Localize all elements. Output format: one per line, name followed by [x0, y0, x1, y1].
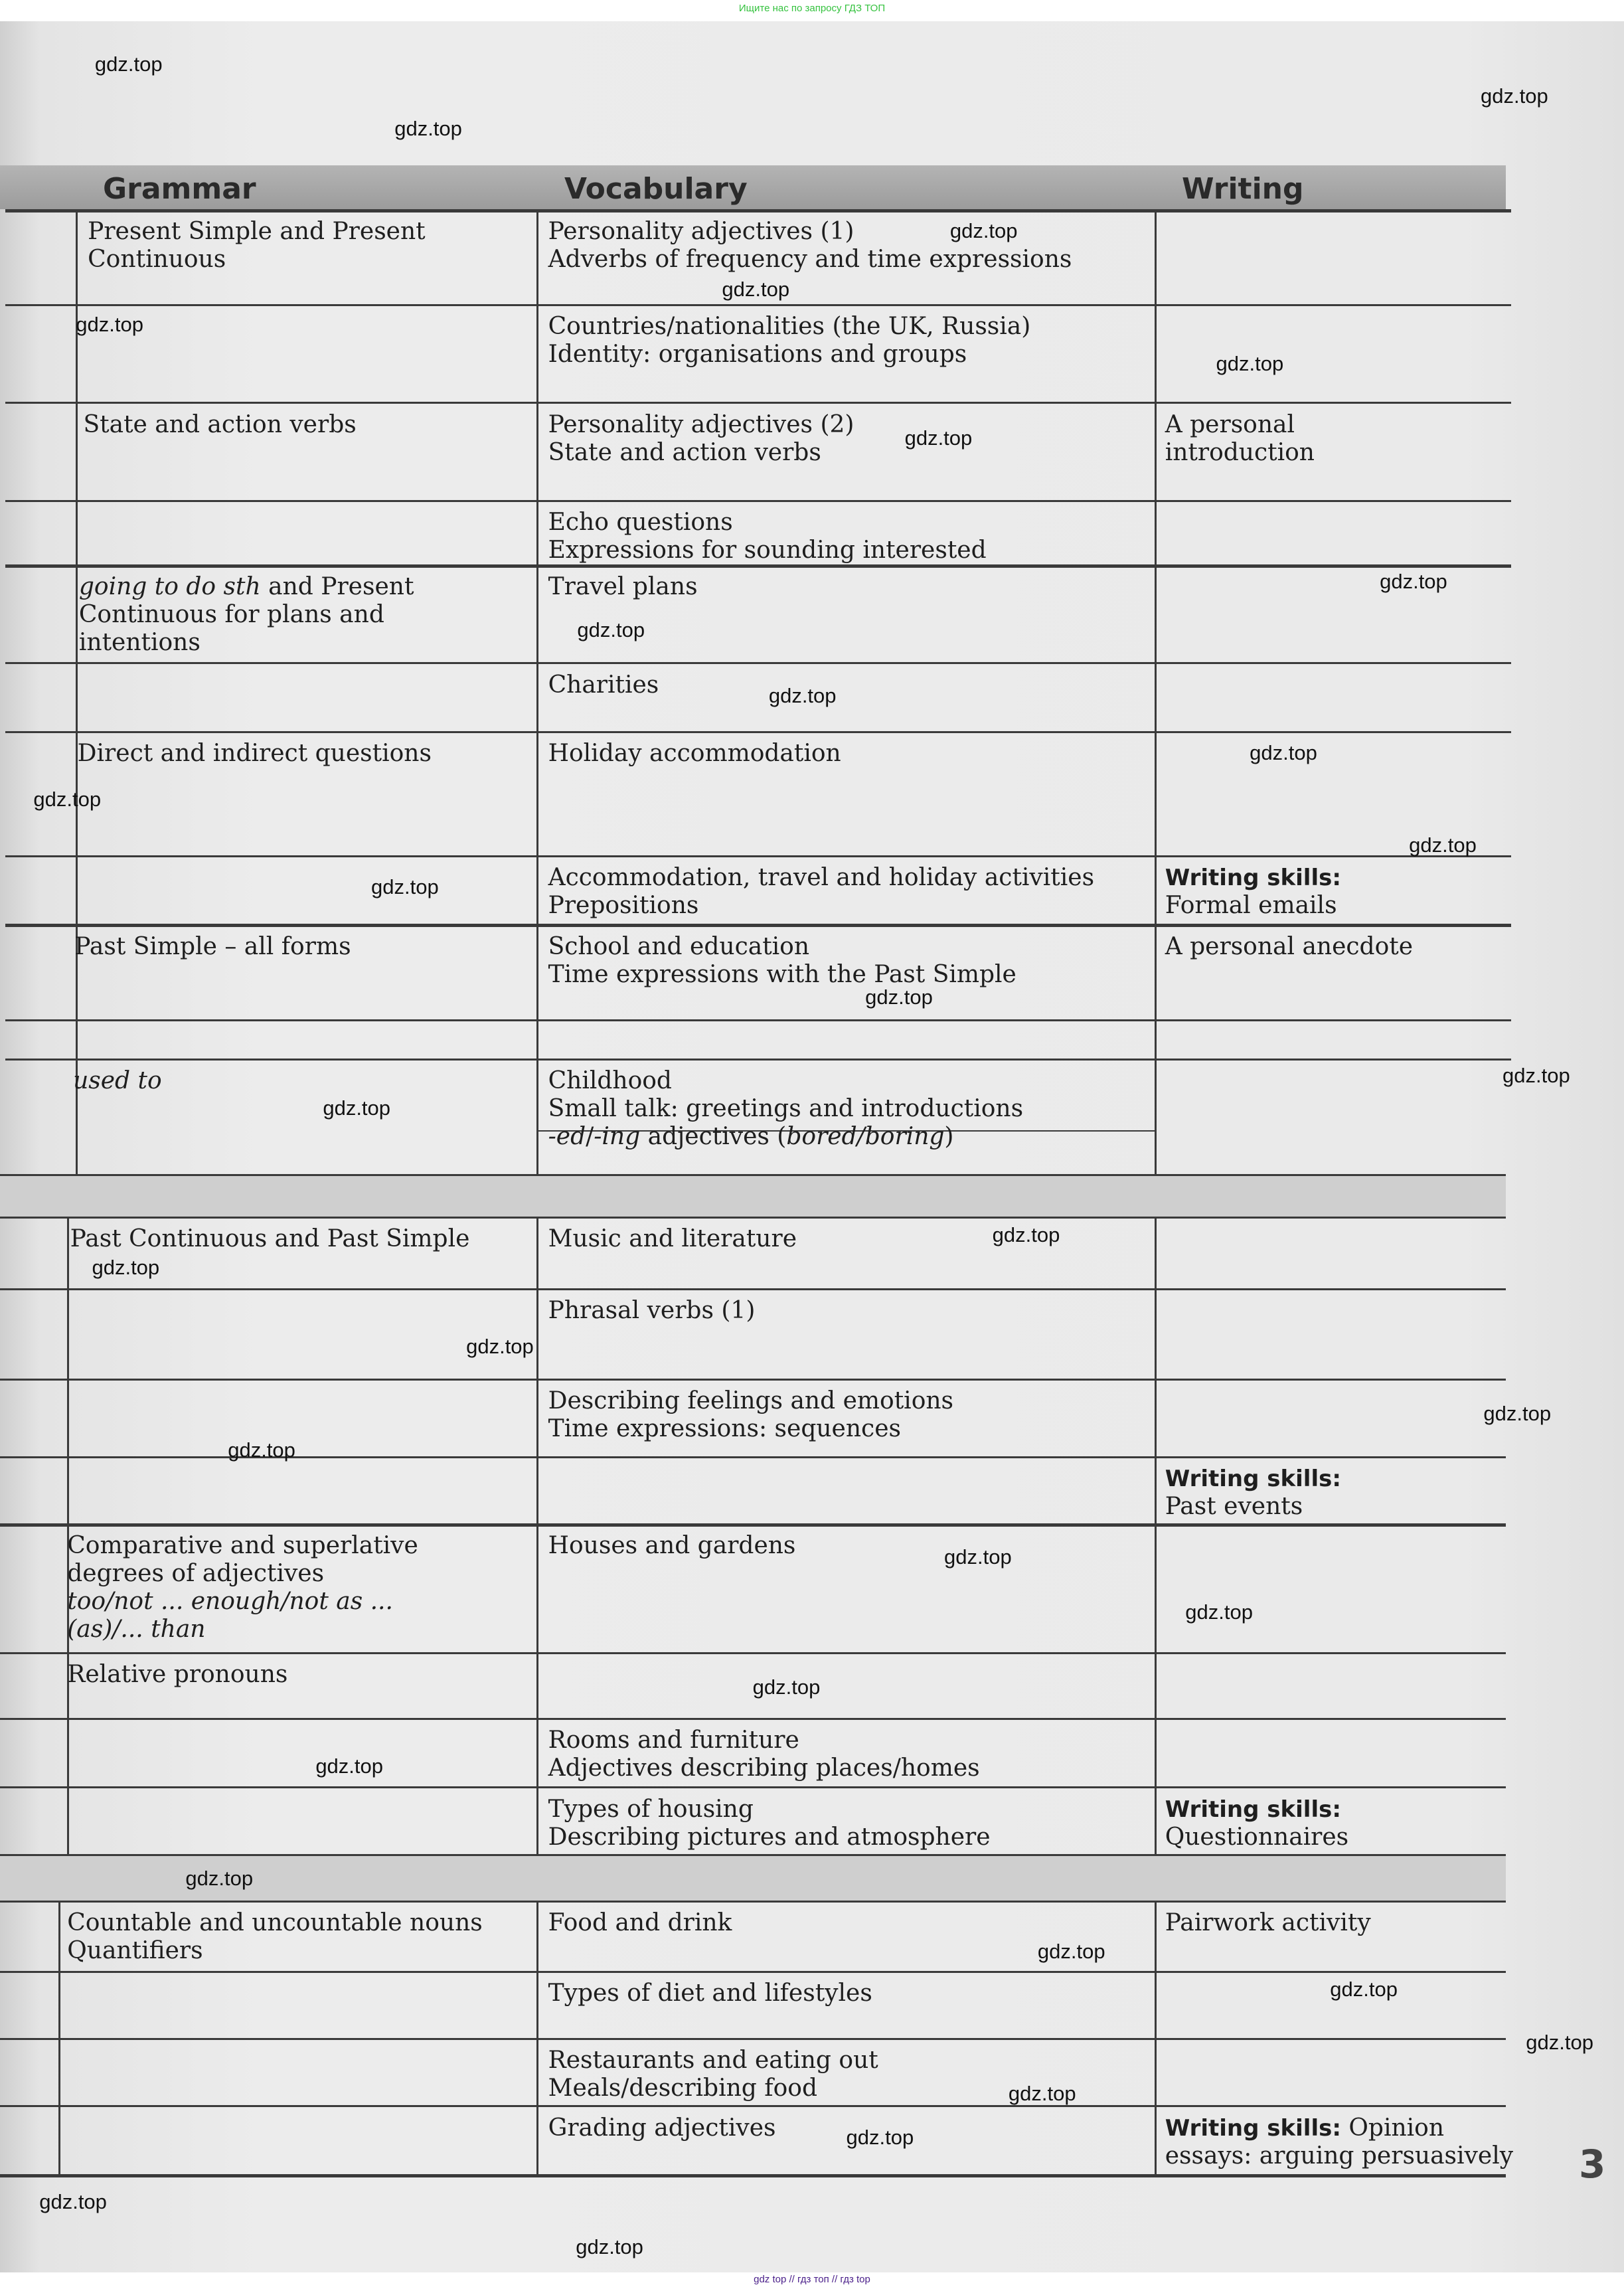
cell-text: Personality adjectives (1) Adverbs of frequency and time expressions	[548, 218, 1072, 274]
search-hint-banner: Ищите нас по запросу ГДЗ ТОП	[738, 3, 886, 14]
row-divider	[5, 304, 1511, 306]
writing-skills-label: Writing skills:	[1165, 865, 1341, 892]
cell-text: and Present Continuous for plans and intentions	[78, 573, 414, 657]
page-number: 3	[1579, 2142, 1606, 2187]
cell-text: State and action verbs	[83, 410, 357, 438]
column-divider	[536, 1901, 538, 2174]
table-cell-vocabulary	[548, 1225, 797, 1253]
watermark-text: gdz.top	[315, 1754, 384, 1778]
watermark-text: gdz.top	[576, 2235, 643, 2258]
cell-text: Houses and gardens	[548, 1532, 796, 1560]
watermark-text: gdz.top	[185, 1867, 254, 1891]
watermark-text: gdz.top	[1409, 833, 1477, 857]
table-cell-vocabulary	[548, 1387, 953, 1443]
cell-text: too/not ... enough/not as ... (as)/... than	[67, 1588, 393, 1644]
cell-text: Formal emails	[1165, 892, 1337, 920]
cell-text: Personality adjectives (2) State and action verbs	[548, 410, 854, 466]
column-divider	[58, 1901, 60, 2174]
column-divider	[76, 209, 78, 1174]
watermark-text: gdz.top	[768, 683, 837, 707]
column-divider	[1155, 209, 1157, 1174]
watermark-text: gdz.top	[752, 1675, 821, 1699]
row-divider	[5, 1059, 1511, 1061]
watermark-text: gdz.top	[1526, 2030, 1593, 2054]
table-cell-vocabulary	[548, 2047, 878, 2102]
watermark-text: gdz.top	[1380, 570, 1447, 594]
row-divider	[5, 209, 1511, 212]
watermark-text: gdz.top	[1502, 1064, 1570, 1088]
watermark-text: gdz.top	[1216, 352, 1284, 376]
cell-text: Describing feelings and emotions Time expressions: sequences	[548, 1387, 954, 1443]
table-cell-vocabulary	[548, 313, 1031, 369]
cell-text: Direct and indirect questions	[77, 740, 432, 768]
table-cell-vocabulary	[548, 1796, 991, 1851]
watermark-text: gdz.top	[33, 788, 102, 811]
writing-skills-label: Writing skills:	[1165, 2114, 1341, 2142]
watermark-text: gdz.top	[1185, 1600, 1253, 1624]
cell-text: Pairwork activity	[1165, 1909, 1371, 1937]
row-divider	[0, 1971, 1506, 1973]
row-divider	[5, 662, 1511, 664]
cell-text: School and education Time expressions with the Past Simple	[548, 932, 1016, 988]
watermark-text: gdz.top	[370, 875, 439, 899]
header-grammar: Grammar	[103, 172, 256, 206]
cell-text: going to do sth	[78, 573, 261, 601]
row-divider	[5, 564, 1511, 568]
row-divider	[5, 1019, 1511, 1021]
table-cell-grammar	[74, 933, 351, 961]
column-divider	[1155, 1217, 1157, 1854]
watermark-text: gdz.top	[904, 426, 973, 450]
row-divider	[0, 2038, 1506, 2040]
cell-text: Phrasal verbs (1)	[548, 1296, 756, 1324]
row-divider	[0, 2105, 1506, 2107]
cell-text: Food and drink	[548, 1909, 732, 1937]
cell-text: Rooms and furniture Adjectives describing places/homes	[548, 1727, 980, 1782]
cell-text: Childhood Small talk: greetings and introductions	[548, 1067, 1024, 1123]
row-divider	[5, 924, 1511, 927]
cell-text: A personal introduction	[1165, 410, 1315, 466]
cell-text: A personal anecdote	[1165, 932, 1414, 960]
row-divider	[0, 1379, 1506, 1381]
cell-text: -ing	[594, 1123, 641, 1151]
table-cell-vocabulary	[548, 740, 841, 768]
footer-links: gdz top // гдз топ // гдз top	[754, 2274, 870, 2285]
watermark-text: gdz.top	[577, 618, 645, 641]
cell-text: )	[944, 1123, 954, 1151]
table-cell-writing	[1165, 1796, 1348, 1851]
cell-text: Grading adjectives	[548, 2114, 776, 2142]
cell-text: Present Simple and Present Continuous	[88, 218, 426, 274]
table-cell-grammar	[67, 1661, 287, 1689]
table-cell-vocabulary	[548, 1532, 796, 1560]
watermark-text: gdz.top	[76, 312, 143, 336]
cell-text: -ed	[548, 1123, 586, 1151]
cell-text: used to	[73, 1067, 162, 1095]
watermark-text: gdz.top	[1483, 1401, 1552, 1425]
cell-text: Opinion essays: arguing persuasively	[1165, 2114, 1514, 2169]
cell-text: Echo questions Expressions for sounding interested	[548, 509, 987, 564]
cell-text: Travel plans	[548, 573, 698, 601]
table-cell-writing	[1165, 2114, 1513, 2170]
cell-text: Charities	[548, 671, 659, 699]
table-cell-writing	[1165, 1909, 1371, 1937]
table-cell-grammar	[67, 1909, 482, 1965]
column-divider	[536, 1217, 538, 1854]
table-cell-grammar	[73, 1067, 162, 1095]
watermark-text: gdz.top	[39, 2189, 107, 2213]
table-cell-grammar	[88, 218, 426, 274]
watermark-text: gdz.top	[394, 116, 462, 140]
table-cell-writing	[1165, 864, 1341, 920]
cell-text: Past Simple – all forms	[74, 932, 351, 960]
row-divider	[0, 1217, 1506, 1219]
table-cell-vocabulary	[548, 1297, 756, 1325]
cell-text: Countable and uncountable nouns Quantifiers	[67, 1909, 483, 1965]
row-divider	[0, 1288, 1506, 1290]
watermark-text: gdz.top	[992, 1223, 1060, 1247]
cell-text: Past events	[1165, 1493, 1303, 1521]
watermark-text: gdz.top	[846, 2125, 914, 2149]
table-cell-vocabulary	[548, 671, 659, 699]
cell-text: Types of housing Describing pictures and atmosphere	[548, 1795, 991, 1851]
table-cell-grammar	[67, 1532, 418, 1644]
watermark-text: gdz.top	[466, 1334, 534, 1358]
watermark-text: gdz.top	[944, 1545, 1012, 1569]
table-cell-vocabulary	[548, 509, 987, 564]
watermark-text: gdz.top	[722, 277, 790, 301]
watermark-text: gdz.top	[1330, 1978, 1398, 2001]
watermark-text: gdz.top	[323, 1096, 391, 1120]
table-cell-vocabulary	[548, 1067, 1023, 1151]
row-divider	[0, 1523, 1506, 1527]
watermark-text: gdz.top	[94, 52, 163, 76]
cell-text: adjectives (	[640, 1123, 787, 1151]
section-divider-band	[0, 1174, 1506, 1217]
row-divider	[0, 1854, 1506, 1856]
row-divider	[0, 2174, 1506, 2177]
table-cell-writing	[1165, 933, 1413, 961]
header-writing: Writing	[1182, 172, 1304, 206]
row-divider	[0, 1718, 1506, 1720]
table-cell-vocabulary	[548, 933, 1016, 989]
row-divider	[5, 402, 1511, 404]
table-cell-writing	[1165, 411, 1315, 467]
table-cell-vocabulary	[548, 573, 698, 601]
cell-text: Restaurants and eating out Meals/describing food	[548, 2047, 878, 2102]
cell-text: Accommodation, travel and holiday activities Prepositions	[548, 864, 1095, 920]
cell-text: Music and literature	[548, 1225, 797, 1252]
row-divider	[0, 1174, 1506, 1176]
writing-skills-label: Writing skills:	[1165, 1796, 1341, 1823]
watermark-text: gdz.top	[1481, 84, 1548, 108]
table-cell-grammar	[78, 740, 432, 768]
cell-text: Holiday accommodation	[548, 740, 841, 768]
row-divider	[0, 1652, 1506, 1654]
table-cell-writing	[1165, 1465, 1341, 1521]
cell-text: /	[586, 1123, 594, 1151]
column-divider	[536, 209, 538, 1174]
table-cell-vocabulary	[548, 411, 854, 467]
watermark-text: gdz.top	[865, 985, 933, 1009]
column-divider	[1155, 1901, 1157, 2174]
watermark-text: gdz.top	[1008, 2081, 1076, 2105]
row-divider	[5, 731, 1511, 733]
row-divider	[0, 1456, 1506, 1458]
cell-text: Types of diet and lifestyles	[548, 1979, 872, 2007]
table-cell-vocabulary	[548, 2114, 776, 2142]
watermark-text: gdz.top	[1250, 740, 1317, 764]
row-divider	[5, 855, 1511, 857]
table-cell-grammar	[83, 411, 356, 439]
row-divider	[0, 1901, 1506, 1903]
cell-text: bored/boring	[786, 1123, 945, 1151]
table-cell-grammar	[70, 1225, 470, 1253]
table-cell-vocabulary	[548, 1909, 732, 1937]
row-divider	[5, 500, 1511, 502]
watermark-text: gdz.top	[228, 1438, 295, 1462]
cell-text: Comparative and superlative degrees of adjectives	[67, 1532, 418, 1588]
writing-skills-label: Writing skills:	[1165, 1466, 1341, 1493]
cell-text: Countries/nationalities (the UK, Russia) Identity: organisations and groups	[548, 313, 1031, 369]
row-divider	[0, 1786, 1506, 1788]
cell-text: Questionnaires	[1165, 1823, 1349, 1851]
header-vocabulary: Vocabulary	[564, 172, 748, 206]
watermark-text: gdz.top	[1037, 1940, 1105, 1964]
table-cell-vocabulary	[548, 864, 1094, 920]
table-cell-grammar	[79, 573, 414, 657]
watermark-text: gdz.top	[949, 218, 1018, 242]
table-cell-vocabulary	[548, 1980, 872, 2007]
table-cell-vocabulary	[548, 1727, 980, 1782]
watermark-text: gdz.top	[92, 1255, 160, 1279]
cell-text: Relative pronouns	[67, 1661, 288, 1689]
cell-text: Past Continuous and Past Simple	[70, 1225, 470, 1252]
